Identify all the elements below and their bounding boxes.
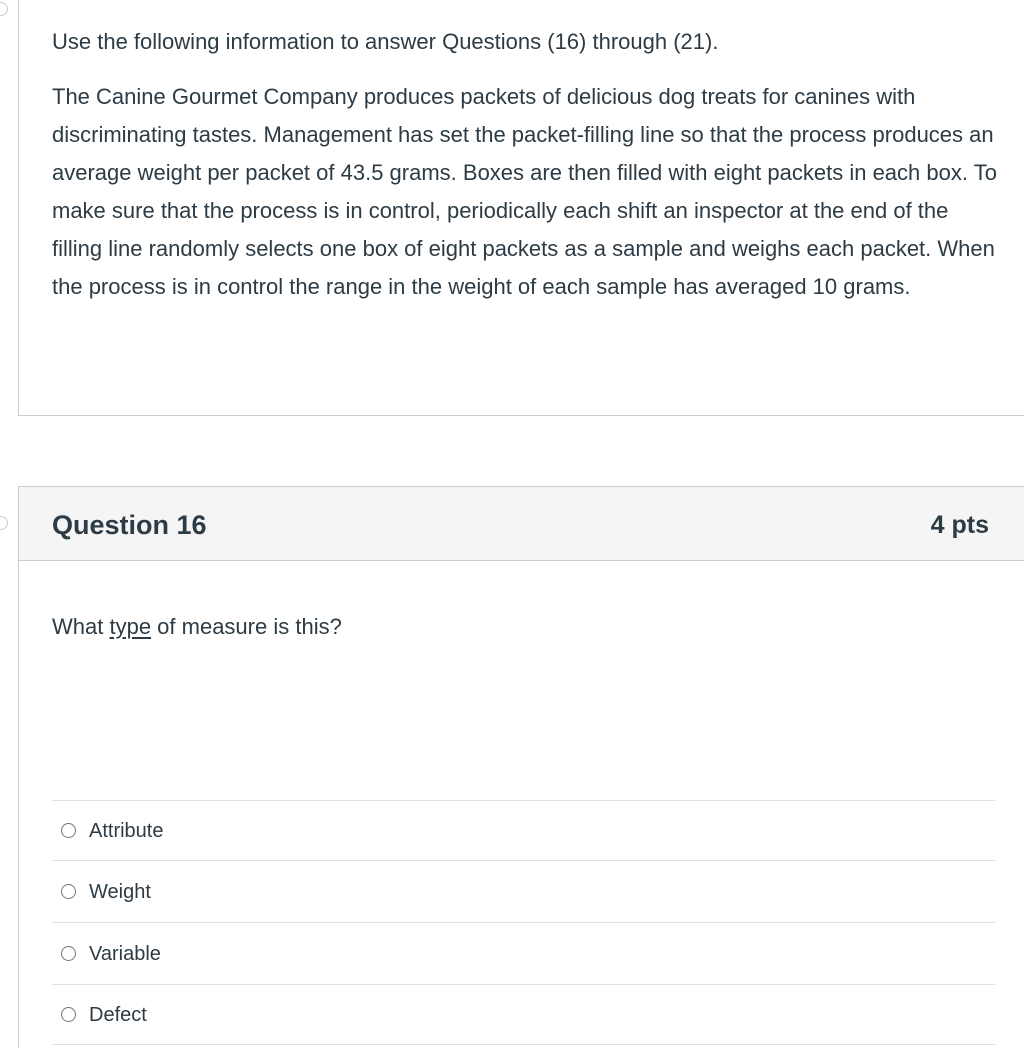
question-text-after: of measure is this? [151, 614, 342, 639]
answer-option-attribute[interactable] [52, 801, 995, 861]
question-text-underlined: type [109, 614, 152, 639]
answer-option-variable[interactable] [52, 923, 995, 985]
answer-label: Weight [89, 880, 151, 903]
info-intro-text: Use the following information to answer Questions (16) through (21). [52, 29, 719, 54]
answer-option-weight[interactable] [52, 861, 995, 923]
radio-button[interactable] [61, 884, 76, 899]
info-body-text: The Canine Gourmet Company produces packets of delicious dog treats for canines with discriminating tastes. Management has set the packet-filling line so that the process produces an average weight per packet of 43.5 grams. Boxes are then filled with eight packets in each box. To make sure that the process is in control, periodically each shift an inspector at the end of the filling line randomly selects one box of eight packets as a sample and weighs each packet. When the process is in control the range in the weight of each sample has averaged 10 grams. [52, 84, 997, 299]
answer-label: Variable [89, 942, 161, 965]
question-text [52, 612, 342, 642]
expand-marker-icon [0, 2, 8, 16]
information-block [18, 0, 1024, 416]
expand-marker-icon [0, 516, 8, 530]
question-title: Question 16 [52, 510, 207, 540]
radio-button[interactable] [61, 823, 76, 838]
answer-option-defect[interactable] [52, 985, 995, 1045]
answer-label: Attribute [89, 819, 164, 842]
question-points: 4 pts [930, 511, 989, 539]
question-block [18, 486, 1024, 1048]
question-header [19, 487, 1024, 561]
answer-list [52, 800, 995, 1045]
answer-label: Defect [89, 1003, 147, 1026]
question-text-before: What [52, 614, 110, 639]
radio-button[interactable] [61, 946, 76, 961]
radio-button[interactable] [61, 1007, 76, 1022]
